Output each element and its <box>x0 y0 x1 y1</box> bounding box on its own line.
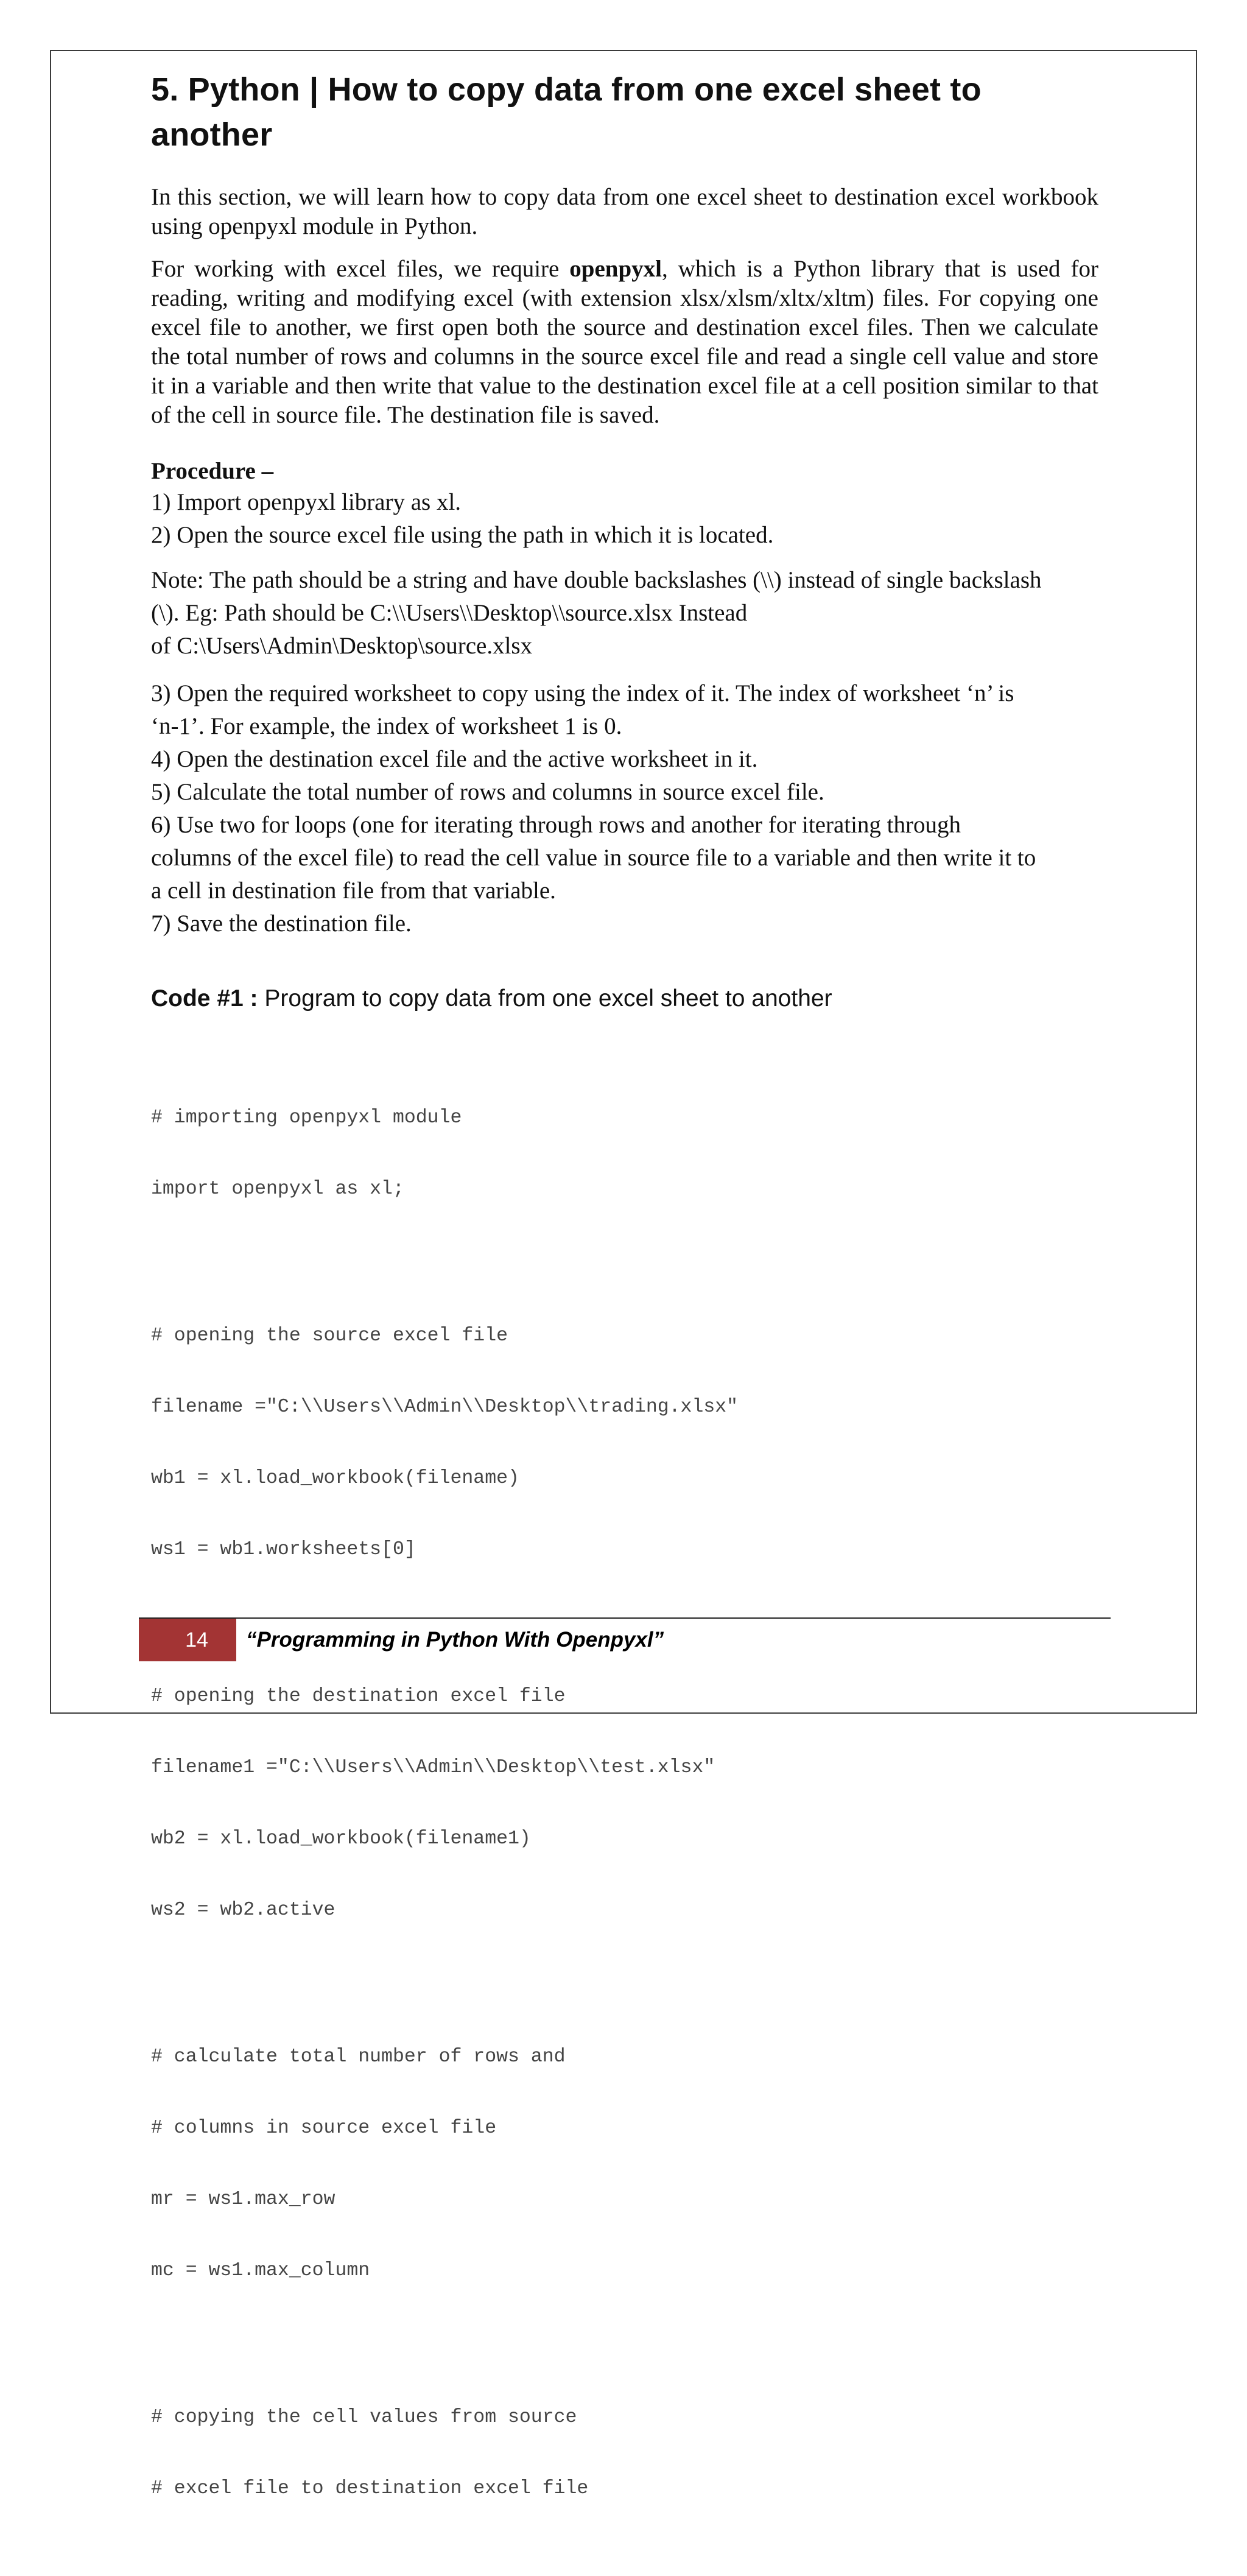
code-line: # importing openpyxl module <box>151 1107 462 1128</box>
code-line: mc = ws1.max_column <box>151 2260 370 2281</box>
code-title: Program to copy data from one excel sheet to another <box>258 985 832 1012</box>
code-block <box>151 1058 1098 1248</box>
code-line: mr = ws1.max_row <box>151 2189 335 2210</box>
code-heading <box>151 984 1098 1013</box>
code-line: import openpyxl as xl; <box>151 1178 404 1200</box>
code-block <box>151 1276 1098 1609</box>
procedure-step: a cell in destination file from that variable. <box>151 878 556 904</box>
description-bold-term: openpyxl <box>569 256 662 282</box>
procedure-step: 4) Open the destination excel file and the active worksheet in it. <box>151 746 758 772</box>
procedure-step: ‘n-1’. For example, the index of worksheet 1 is 0. <box>151 713 622 739</box>
code-line: # columns in source excel file <box>151 2117 497 2139</box>
code-listing <box>151 1058 1098 2548</box>
code-line: wb1 = xl.load_workbook(filename) <box>151 1468 519 1489</box>
code-line: # excel file to destination excel file <box>151 2478 589 2499</box>
procedure-step: 1) Import openpyxl library as xl. <box>151 489 462 515</box>
page-number: 14 <box>139 1619 236 1661</box>
description-text-before: For working with excel files, we require <box>151 256 570 282</box>
code-block <box>151 1637 1098 1969</box>
code-block <box>151 2358 1098 2548</box>
note-line: of C:\Users\Admin\Desktop\source.xlsx <box>151 633 533 659</box>
description-paragraph <box>151 255 1098 430</box>
code-line: # opening the source excel file <box>151 1325 508 1346</box>
note-line: Note: The path should be a string and have double backslashes (\\) instead of single backslash <box>151 567 1042 593</box>
procedure-step: 7) Save the destination file. <box>151 910 412 937</box>
procedure-step: 6) Use two for loops (one for iterating through rows and another for iterating through <box>151 812 961 838</box>
code-line: # calculate total number of rows and <box>151 2046 566 2067</box>
page-content <box>151 67 1098 2576</box>
procedure-heading: Procedure – <box>151 458 274 484</box>
procedure-step: 5) Calculate the total number of rows and columns in source excel file. <box>151 779 824 805</box>
code-line: # copying the cell values from source <box>151 2407 577 2428</box>
intro-paragraph: In this section, we will learn how to copy data from one excel sheet to destination excel workbook using openpyxl module in Python. <box>151 184 1098 239</box>
procedure-step: columns of the excel file) to read the cell value in source file to a variable and then write it to <box>151 845 1036 871</box>
code-line: filename1 ="C:\\Users\\Admin\\Desktop\\test.xlsx" <box>151 1757 715 1778</box>
procedure-step: 3) Open the required worksheet to copy using the index of it. The index of worksheet ‘n’ is <box>151 680 1014 706</box>
description-text-after: , which is a Python library that is used for reading, writing and modifying excel (with extension xlsx/xlsm/xltx/xltm) files. For copying one excel file to another, we first open both the source and destination excel files. Then we calculate the total number of rows and columns in the source excel file and read a single cell value and store it in a variable and then write that value to the destination excel file at a cell position similar to that of the cell in source file. The destination file is saved. <box>151 256 1098 428</box>
code-line: wb2 = xl.load_workbook(filename1) <box>151 1828 531 1849</box>
code-line: ws2 = wb2.active <box>151 1899 335 1921</box>
note-line: (\). Eg: Path should be C:\\Users\\Desktop\\source.xlsx Instead <box>151 600 748 626</box>
code-line: # opening the destination excel file <box>151 1686 566 1707</box>
heading-line-1: 5. Python | How to copy data from one excel sheet to <box>151 71 982 108</box>
procedure-step: 2) Open the source excel file using the path in which it is located. <box>151 522 774 548</box>
heading-line-2: another <box>151 116 273 153</box>
code-label: Code #1 : <box>151 985 258 1012</box>
footer-title: “Programming in Python With Openpyxl” <box>246 1628 664 1652</box>
section-heading <box>151 67 1098 157</box>
path-note <box>151 564 1098 663</box>
code-block <box>151 1997 1098 2330</box>
code-line: filename ="C:\\Users\\Admin\\Desktop\\trading.xlsx" <box>151 1396 739 1418</box>
code-line: ws1 = wb1.worksheets[0] <box>151 1539 416 1560</box>
